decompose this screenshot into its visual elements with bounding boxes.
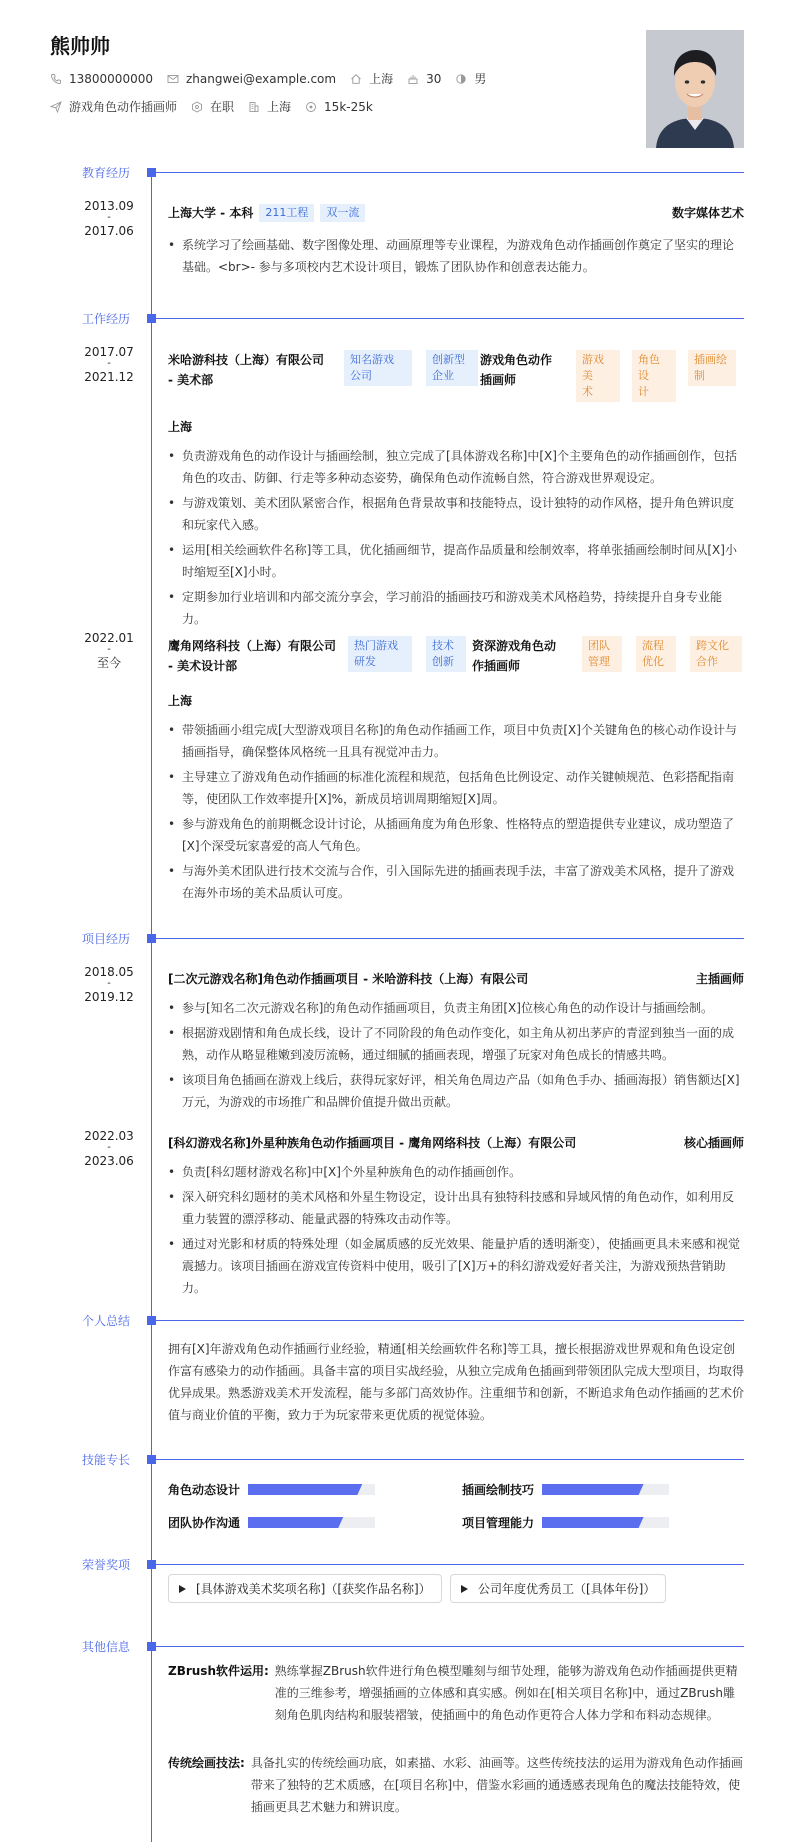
- work-bullet: • 主导建立了游戏角色动作插画的标准化流程和规范，包括角色比例设定、动作关键帧规范、色彩搭配指南等，使团队工作效率提升[X]%，新成员培训周期缩短[X]周。: [168, 766, 744, 810]
- project-bullet: • 根据游戏剧情和角色成长线，设计了不同阶段的角色动作变化，如主角从初出茅庐的青涩到独当一面的成熟，动作从略显稚嫩到凌厉流畅，通过细腻的插画表现，增强了玩家对角色成长的情感共鸣。: [168, 1022, 744, 1066]
- status-item: [191, 98, 234, 115]
- section-title-skills: 技能专长: [82, 1453, 131, 1467]
- project-head: [168, 1134, 744, 1151]
- section-title-work: 工作经历: [82, 312, 131, 326]
- triangle-icon: [179, 1585, 186, 1593]
- skill-name: 项目管理能力: [462, 1516, 535, 1530]
- work-bullet: • 参与游戏角色的前期概念设计讨论，从插画角度为角色形象、性格特点的塑造提供专业建议，成功塑造了[X]个深受玩家喜爱的高人气角色。: [168, 813, 744, 857]
- company-tag: 创新型 企业: [426, 350, 478, 386]
- email-text: zhangwei@example.com: [185, 71, 337, 86]
- skill-bar-track: [542, 1484, 669, 1495]
- project-bullet: • 该项目角色插画在游戏上线后，获得玩家好评，相关角色周边产品（如角色手办、插画海报）销售额达[X]万元，为游戏的市场推广和品牌价值提升做出贡献。: [168, 1069, 744, 1113]
- project-date: [70, 1128, 148, 1170]
- work-bullet: • 运用[相关绘画软件名称]等工具，优化插画细节，提高作品质量和绘制效率，将单张插画绘制时间从[X]小时缩短至[X]小时。: [168, 539, 744, 583]
- section-node-awards: [147, 1560, 156, 1569]
- section-title-awards: 荣誉奖项: [82, 1558, 131, 1572]
- other-text: 熟练掌握ZBrush软件进行角色模型雕刻与细节处理，能够为游戏角色动作插画提供更精准的三维参考，增强插画的立体感和真实感。例如在[相关项目名称]中，通过ZBrush雕刻角色肌肉结构和服装褶皱，使插画中的角色动作更符合人体力学和布料动态规律。: [274, 1664, 738, 1722]
- work-start: 2017.07: [84, 345, 134, 359]
- work-date: [70, 344, 148, 386]
- award-text: [具体游戏美术奖项名称]（[获奖作品名称]）: [196, 1582, 431, 1596]
- company-tag: 热门游戏 研发: [348, 636, 412, 672]
- other-label: ZBrush软件运用:: [168, 1664, 269, 1678]
- age-text: 30: [426, 71, 442, 86]
- project-start: 2022.03: [84, 1129, 134, 1143]
- section-node-work: [147, 314, 156, 323]
- mail-icon: [167, 73, 179, 85]
- project-date: [70, 964, 148, 1006]
- phone-icon: [50, 73, 62, 85]
- project-bullet: • 通过对光影和材质的特殊处理（如金属质感的反光效果、能量护盾的透明渐变），使插画更具未来感和视觉震撼力。该项目插画在游戏宣传资料中使用，吸引了[X]万+的科幻游戏爱好者关注，为游戏预热营销助力。: [168, 1233, 744, 1299]
- city-item: [350, 70, 393, 87]
- skill-name: 角色动态设计: [168, 1483, 241, 1497]
- project-name: [科幻游戏名称]外星种族角色动作插画项目 - 鹰角网络科技（上海）有限公司: [168, 1136, 577, 1150]
- project-name: [二次元游戏名称]角色动作插画项目 - 米哈游科技（上海）有限公司: [168, 972, 529, 986]
- education-tag: 211工程: [259, 204, 314, 222]
- skill-item: [462, 1514, 669, 1531]
- project-role: 主插画师: [695, 972, 744, 986]
- skill-bar-fill: [542, 1484, 644, 1495]
- work-city-text: 上海: [267, 100, 292, 114]
- skill-tag: 团队 管理: [582, 636, 622, 672]
- project-bullets: [168, 997, 744, 1113]
- project-entry: [168, 1134, 744, 1302]
- project-dash: -: [107, 1142, 111, 1153]
- section-node-education: [147, 168, 156, 177]
- work-bullet: • 带领插画小组完成[大型游戏项目名称]的角色动作插画工作，项目中负责[X]个关键角色的核心动作设计与插画指导，确保整体风格统一且具有视觉冲击力。: [168, 719, 744, 763]
- company-tag: 技术 创新: [426, 636, 466, 672]
- project-end: 2019.12: [84, 990, 134, 1004]
- skill-tag: 游戏美 术: [576, 350, 620, 402]
- other-item: [168, 1660, 744, 1726]
- education-desc: • 系统学习了绘画基础、数字图像处理、动画原理等专业课程，为游戏角色动作插画创作奠定了坚实的理论基础。<br>- 参与多项校内艺术设计项目，锻炼了团队协作和创意表达能力。: [168, 234, 744, 278]
- salary-item: [305, 100, 373, 114]
- project-dash: -: [107, 978, 111, 989]
- education-start: 2013.09: [84, 199, 134, 213]
- work-start: 2022.01: [84, 631, 134, 645]
- school-name: 上海大学 - 本科: [168, 206, 254, 220]
- position-text: 游戏角色动作插画师: [69, 100, 178, 114]
- gender-text: 男: [474, 72, 487, 86]
- work-date: [70, 630, 148, 672]
- education-bullets: [168, 234, 744, 278]
- candidate-name: 熊帅帅: [50, 34, 110, 58]
- job-row: [50, 98, 387, 115]
- section-node-summary: [147, 1316, 156, 1325]
- work-bullet: • 定期参加行业培训和内部交流分享会，学习前沿的插画技巧和游戏美术风格趋势，持续提升自身专业能力。: [168, 586, 744, 630]
- award-text: 公司年度优秀员工（[具体年份]）: [478, 1582, 656, 1596]
- status-icon: [191, 101, 203, 113]
- skill-name: 插画绘制技巧: [462, 1483, 535, 1497]
- other-item: [168, 1752, 744, 1818]
- project-bullet: • 参与[知名二次元游戏名称]的角色动作插画项目，负责主角团[X]位核心角色的动作设计与插画绘制。: [168, 997, 744, 1019]
- section-rule-other: [156, 1646, 744, 1647]
- skill-name: 团队协作沟通: [168, 1516, 241, 1530]
- job-title: 游戏角色动作 插画师: [480, 353, 553, 387]
- work-head: [168, 636, 744, 676]
- skill-tag: 插画绘 制: [688, 350, 736, 386]
- work-head: [168, 350, 744, 402]
- company-name: 鹰角网络科技（上海）有限公司 - 美术设计部: [168, 639, 337, 673]
- section-rule-skills: [156, 1459, 744, 1460]
- contact-row: [50, 70, 500, 87]
- skill-tag: 跨文化 合作: [690, 636, 742, 672]
- gender-icon: [455, 73, 467, 85]
- building-icon: [248, 101, 260, 113]
- project-bullet: • 负责[科幻题材游戏名称]中[X]个外星种族角色的动作插画创作。: [168, 1161, 744, 1183]
- project-bullets: [168, 1161, 744, 1299]
- age-item: [407, 72, 441, 86]
- job-title: 资深游戏角色动 作插画师: [472, 639, 557, 673]
- education-dash: -: [107, 212, 111, 223]
- project-entry: [168, 970, 744, 1116]
- work-end: 2021.12: [84, 370, 134, 384]
- section-title-project: 项目经历: [82, 932, 131, 946]
- position-item: [50, 98, 177, 115]
- profile-photo: [646, 30, 744, 148]
- section-node-other: [147, 1642, 156, 1651]
- section-rule-education: [156, 172, 744, 173]
- section-rule-work: [156, 318, 744, 319]
- section-rule-awards: [156, 1564, 744, 1565]
- salary-text: 15k-25k: [324, 99, 373, 114]
- other-label: 传统绘画技法:: [168, 1756, 245, 1770]
- project-end: 2023.06: [84, 1154, 134, 1168]
- city-text: 上海: [369, 72, 394, 86]
- send-icon: [50, 101, 62, 113]
- skill-tag: 角色设 计: [632, 350, 676, 402]
- education-head: [168, 204, 744, 222]
- salary-icon: [305, 101, 317, 113]
- skill-item: [462, 1481, 669, 1498]
- email-item: [167, 72, 336, 86]
- education-end: 2017.06: [84, 224, 134, 238]
- work-bullet: • 与海外美术团队进行技术交流与合作，引入国际先进的插画表现手法，丰富了游戏美术风格，提升了游戏在海外市场的美术品质认可度。: [168, 860, 744, 904]
- major-name: 数字媒体艺术: [671, 206, 744, 220]
- gender-item: [455, 70, 486, 87]
- work-location: 上海: [168, 420, 193, 434]
- skill-bar-track: [542, 1517, 669, 1528]
- work-entry: [168, 636, 744, 907]
- project-bullet: • 深入研究科幻题材的美术风格和外星生物设定，设计出具有独特科技感和异域风情的角色动作，如利用反重力装置的漂浮移动、能量武器的特殊攻击动作等。: [168, 1186, 744, 1230]
- company-name: 米哈游科技（上海）有限公司 - 美术部: [168, 353, 325, 387]
- work-location: 上海: [168, 694, 193, 708]
- award-item: [450, 1574, 666, 1603]
- section-title-other: 其他信息: [82, 1640, 131, 1654]
- section-node-skills: [147, 1455, 156, 1464]
- skill-bar-fill: [248, 1517, 343, 1528]
- section-rule-summary: [156, 1320, 744, 1321]
- award-item: [168, 1574, 442, 1603]
- company-tag: 知名游戏 公司: [344, 350, 412, 386]
- status-text: 在职: [210, 100, 235, 114]
- work-city-item: [248, 98, 291, 115]
- work-bullets: [168, 719, 744, 904]
- work-end: 至今: [96, 656, 121, 670]
- skill-bar-track: [248, 1517, 375, 1528]
- section-rule-project: [156, 938, 744, 939]
- section-node-project: [147, 934, 156, 943]
- skill-bar-fill: [542, 1517, 644, 1528]
- home-icon: [350, 73, 362, 85]
- project-role: 核心插画师: [683, 1136, 744, 1150]
- education-tag: 双一流: [320, 204, 365, 222]
- triangle-icon: [461, 1585, 468, 1593]
- work-bullet: • 与游戏策划、美术团队紧密合作，根据角色背景故事和技能特点，设计独特的动作风格，提升角色辨识度和玩家代入感。: [168, 492, 744, 536]
- work-dash: -: [107, 358, 111, 369]
- phone-item: [50, 72, 153, 86]
- section-title-education: 教育经历: [82, 166, 131, 180]
- cake-icon: [407, 73, 419, 85]
- phone-text: 13800000000: [69, 71, 153, 86]
- other-text: 具备扎实的传统绘画功底，如素描、水彩、油画等。这些传统技法的运用为游戏角色动作插画带来了独特的艺术质感，在[项目名称]中，借鉴水彩画的通透感表现角色的魔法技能特效，使插画更具艺术魅力和辨识度。: [250, 1756, 743, 1814]
- work-bullet: • 负责游戏角色的动作设计与插画绘制，独立完成了[具体游戏名称]中[X]个主要角色的动作插画创作，包括角色的攻击、防御、行走等多种动态姿势，确保角色动作流畅自然，符合游戏世界观设定。: [168, 445, 744, 489]
- summary-text: 拥有[X]年游戏角色动作插画行业经验，精通[相关绘画软件名称]等工具，擅长根据游戏世界观和角色设定创作富有感染力的动作插画。具备丰富的项目实战经验，从独立完成角色插画到带领团队完成大型项目，均取得优异成果。熟悉游戏美术开发流程，能与多部门高效协作。注重细节和创新，不断追求角色动作插画的艺术价值与商业价值的平衡，致力于为玩家带来更优质的视觉体验。: [168, 1342, 745, 1422]
- skill-bar-fill: [248, 1484, 362, 1495]
- education-date: [70, 198, 148, 240]
- skill-tag: 流程 优化: [636, 636, 676, 672]
- project-start: 2018.05: [84, 965, 134, 979]
- work-dash: -: [107, 644, 111, 655]
- work-bullets: [168, 445, 744, 630]
- skill-item: [168, 1514, 375, 1531]
- timeline-line: [151, 175, 152, 1842]
- project-head: [168, 970, 744, 987]
- education-entry: [168, 204, 744, 281]
- section-title-summary: 个人总结: [82, 1314, 131, 1328]
- work-entry: [168, 350, 744, 633]
- skill-bar-track: [248, 1484, 375, 1495]
- skill-item: [168, 1481, 375, 1498]
